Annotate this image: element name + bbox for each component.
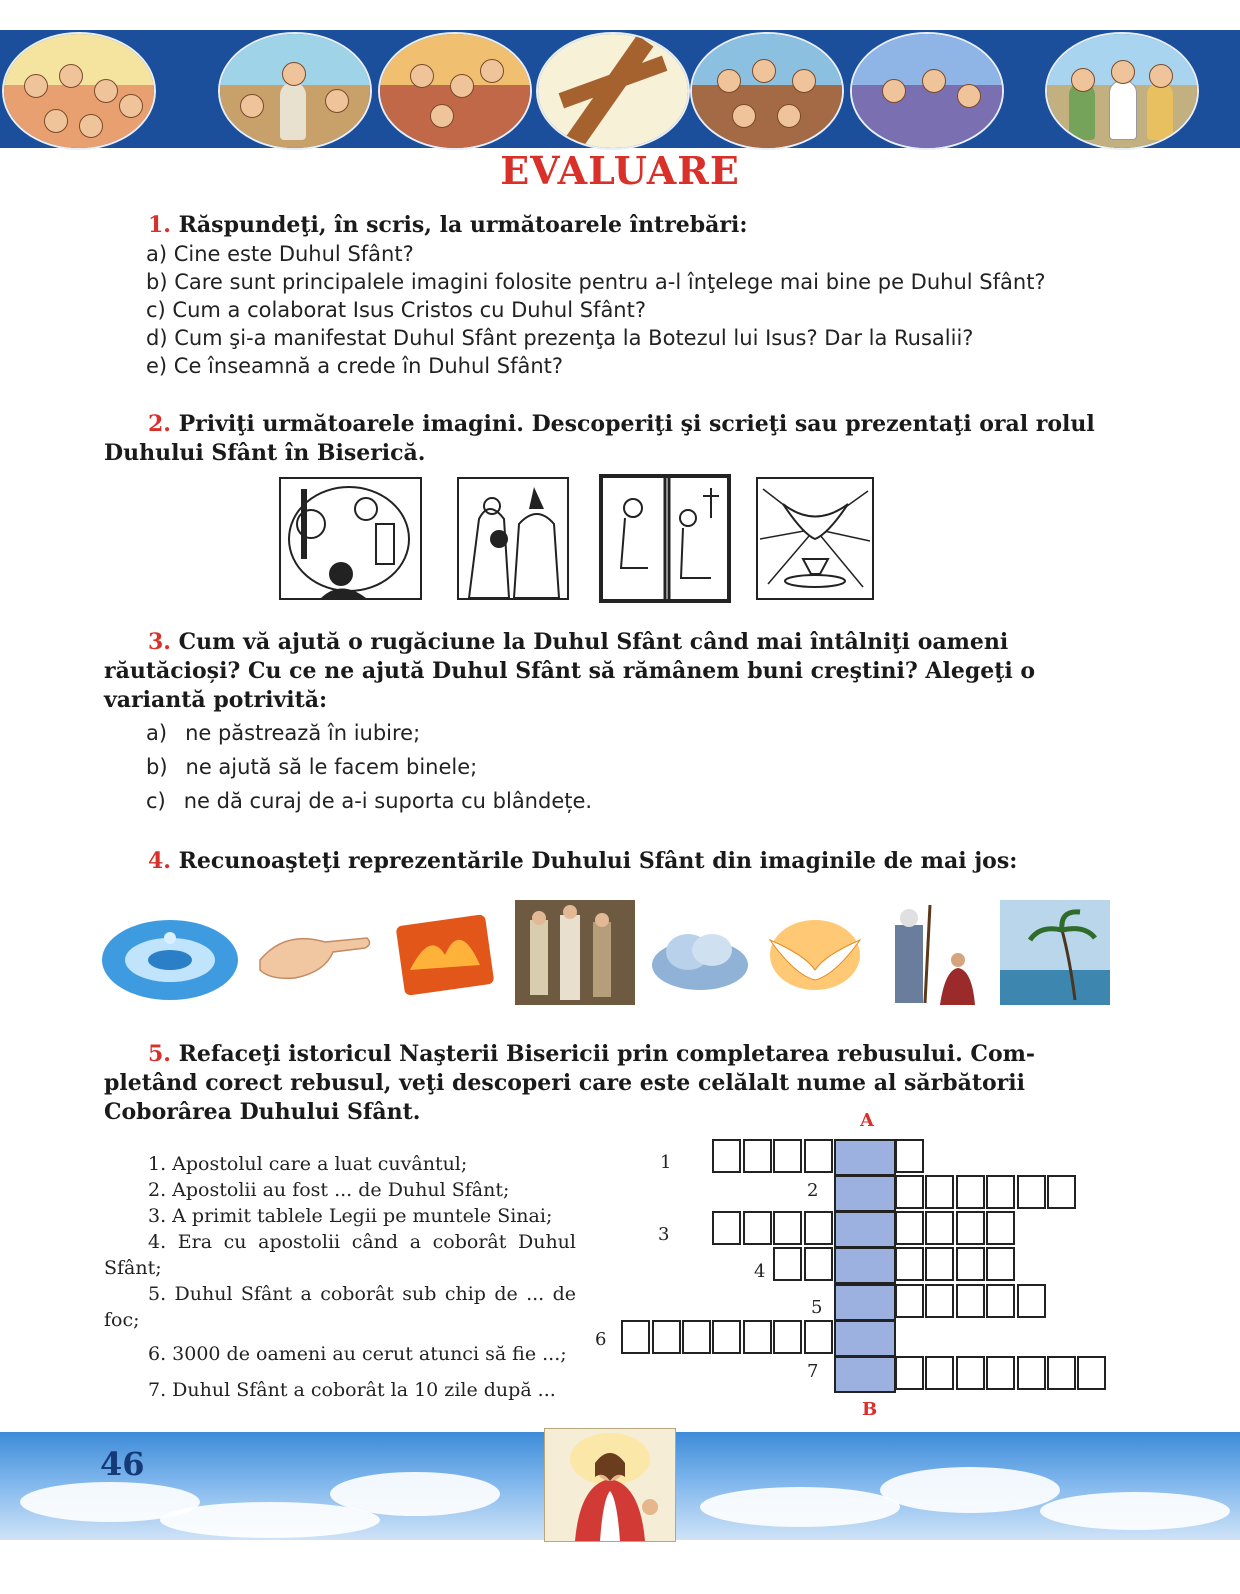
crossword-cell[interactable] [925,1175,954,1209]
crossword-cell[interactable] [804,1211,833,1245]
crossword-cell[interactable] [682,1320,711,1354]
crossword-cell[interactable] [773,1211,802,1245]
question-1-item-a: a) Cine este Duhul Sfânt? [146,242,414,266]
crossword-cell[interactable] [773,1320,802,1354]
banner-illustration-children [2,32,156,150]
water-drop-image [100,900,240,1005]
crossword-cell[interactable] [956,1247,985,1281]
banner-illustration-jesus-crowd [218,32,372,150]
crossword-cell[interactable] [804,1139,833,1173]
crossword-cell[interactable] [1017,1175,1046,1209]
crossword-clue-3 [104,1203,576,1229]
crossword-cell[interactable] [895,1139,924,1173]
clue-text: 4. Era cu apostolii când a coborât Duhul Sfânt; [104,1231,576,1279]
question-4-heading [104,847,1138,876]
clue-text: 6. 3000 de oameni au cerut atunci să fie ...; [148,1343,567,1365]
banner-illustration-crowd [378,32,532,150]
dove-chalice-illustration [756,477,874,600]
crossword-clue-7 [104,1377,576,1403]
crossword-clue-5 [104,1281,576,1333]
crossword-clue-2 [104,1177,576,1203]
page-number: 46 [100,1445,145,1483]
option-letter: b) [146,755,168,779]
question-2-line-1: Priviţi următoarele imagini. Descoperiţi şi scrieţi sau prezentaţi oral rolul [178,411,1095,437]
question-5-line-2: pletând corect rebusul, veţi descoperi care este celălalt nume al sărbătorii [104,1070,1025,1096]
crossword-key-cell[interactable] [834,1356,896,1393]
question-4-number: 4. [148,848,171,874]
question-3-line-1: Cum vă ajută o rugăciune la Duhul Sfânt când mai întâlniţi oameni [178,629,1009,655]
crossword-cell[interactable] [986,1175,1015,1209]
crossword-key-cell[interactable] [834,1247,896,1284]
crossword-key-cell[interactable] [834,1284,896,1321]
wind-palm-image [1000,900,1110,1005]
crossword-clue-6 [104,1341,576,1367]
crossword-cell[interactable] [652,1320,681,1354]
option-letter: c) [146,789,166,813]
question-2-heading [104,410,1138,468]
crossword-key-cell[interactable] [834,1320,896,1357]
crossword-key-cell[interactable] [834,1139,896,1176]
dove-image [765,900,865,1005]
crossword-cell[interactable] [804,1320,833,1354]
clue-text: 5. Duhul Sfânt a coborât sub chip de ... de foc; [104,1283,576,1331]
crossword-cell[interactable] [956,1211,985,1245]
crossword-clue-4 [104,1229,576,1281]
clue-text: 3. A primit tablele Legii pe muntele Sinai; [148,1205,553,1227]
banner-illustration-cross [536,32,690,150]
crossword-cell[interactable] [804,1247,833,1281]
crossword-cell[interactable] [895,1356,924,1390]
crossword-cell[interactable] [956,1175,985,1209]
question-3-option-b [146,753,477,781]
crossword-cell[interactable] [925,1211,954,1245]
crossword-cell[interactable] [895,1175,924,1209]
question-1-number: 1. [148,212,171,238]
option-text: ne dă curaj de a-i suporta cu blândețe. [183,789,593,813]
crossword-cell[interactable] [895,1247,924,1281]
page-title: EVALUARE [500,148,740,193]
question-3-heading [104,628,1138,715]
question-4-text: Recunoaşteţi reprezentările Duhului Sfânt din imaginile de mai jos: [178,848,1018,874]
crossword-cell[interactable] [986,1211,1015,1245]
crossword-clue-1 [104,1151,576,1177]
banner-illustration-supper [690,32,844,150]
crossword-cell[interactable] [743,1211,772,1245]
question-1-item-c: c) Cum a colaborat Isus Cristos cu Duhul Sfânt? [146,298,647,322]
crossword-cell[interactable] [925,1247,954,1281]
question-5-number: 5. [148,1041,171,1067]
header-banner [0,30,1240,148]
question-1-text: Răspundeţi, în scris, la următoarele întrebări: [178,212,748,238]
crossword-row-number-2: 2 [807,1180,819,1201]
crossword-cell[interactable] [1017,1356,1046,1390]
question-5-line-3: Coborârea Duhului Sfânt. [104,1099,421,1125]
confirmation-illustration [457,477,569,600]
question-5-line-1: Refaceţi istoricul Naşterii Bisericii prin completarea rebusului. Com- [178,1041,1036,1067]
crossword-cell[interactable] [773,1139,802,1173]
clue-text: 2. Apostolii au fost ... de Duhul Sfânt; [148,1179,510,1201]
question-3-line-2: răutăcioși? Cu ce ne ajută Duhul Sfânt să rămânem buni creştini? Alegeţi o [104,658,1036,684]
crossword-cell[interactable] [621,1320,650,1354]
question-1-item-b: b) Care sunt principalele imagini folosite pentru a-l înţelege mai bine pe Duhul Sfânt? [146,270,1046,294]
crossword-row-number-1: 1 [660,1152,672,1173]
cloud-image [650,900,750,1005]
crossword-cell[interactable] [956,1356,985,1390]
banner-illustration-jesus-walking [1045,32,1199,150]
crossword-cell[interactable] [1017,1284,1046,1318]
crossword-cell[interactable] [986,1247,1015,1281]
holy-spirit-symbols-row [100,900,1130,1005]
question-3-option-a [146,719,420,747]
question-1-heading [104,211,1138,240]
question-3-option-c [146,787,592,815]
question-1-item-e: e) Ce înseamnă a crede în Duhul Sfânt? [146,354,564,378]
crossword-row-number-5: 5 [811,1297,823,1318]
option-text: ne păstrează în iubire; [185,721,421,745]
crossword-cell[interactable] [712,1211,741,1245]
moses-image [880,900,980,1005]
crossword-cell[interactable] [712,1320,741,1354]
crossword-cell[interactable] [1047,1175,1076,1209]
crossword-cell[interactable] [986,1284,1015,1318]
question-1-item-d: d) Cum şi-a manifestat Duhul Sfânt prezenţa la Botezul lui Isus? Dar la Rusalii? [146,326,974,350]
sacraments-illustration [279,477,422,600]
hand-image [255,900,375,1005]
question-5-heading [104,1040,1138,1127]
question-3-number: 3. [148,629,171,655]
crossword-row-number-7: 7 [807,1361,819,1382]
crossword-cell[interactable] [712,1139,741,1173]
crossword-key-cell[interactable] [834,1211,896,1248]
crossword-cell[interactable] [1077,1356,1106,1390]
baptism-scene-image [515,900,635,1005]
crossword-column-label-top: A [860,1110,874,1131]
clue-text: 7. Duhul Sfânt a coborât la 10 zile după ... [148,1379,556,1401]
crossword-cell[interactable] [986,1356,1015,1390]
option-letter: a) [146,721,168,745]
clue-text: 1. Apostolul care a luat cuvântul; [148,1153,468,1175]
crossword-key-cell[interactable] [834,1175,896,1212]
crossword-column-label-bottom: B [862,1399,878,1420]
crossword-cell[interactable] [925,1356,954,1390]
banner-illustration-pentecost [850,32,1004,150]
question-3-line-3: variantă potrivită: [104,687,328,713]
crossword-cell[interactable] [895,1284,924,1318]
confession-illustration [599,474,731,603]
crossword-row-number-6: 6 [595,1329,607,1350]
crossword-cell[interactable] [743,1139,772,1173]
crossword-cell[interactable] [956,1284,985,1318]
option-text: ne ajută să le facem binele; [185,755,478,779]
question-2-line-2: Duhului Sfânt în Biserică. [104,440,426,466]
crossword-cell[interactable] [895,1211,924,1245]
crossword-cell[interactable] [925,1284,954,1318]
fire-book-image [390,900,500,1005]
question-2-number: 2. [148,411,171,437]
crossword-row-number-4: 4 [754,1261,766,1282]
jesus-footer-illustration [544,1428,676,1542]
crossword-cell[interactable] [773,1247,802,1281]
crossword-row-number-3: 3 [658,1224,670,1245]
crossword-cell[interactable] [743,1320,772,1354]
crossword-cell[interactable] [1047,1356,1076,1390]
